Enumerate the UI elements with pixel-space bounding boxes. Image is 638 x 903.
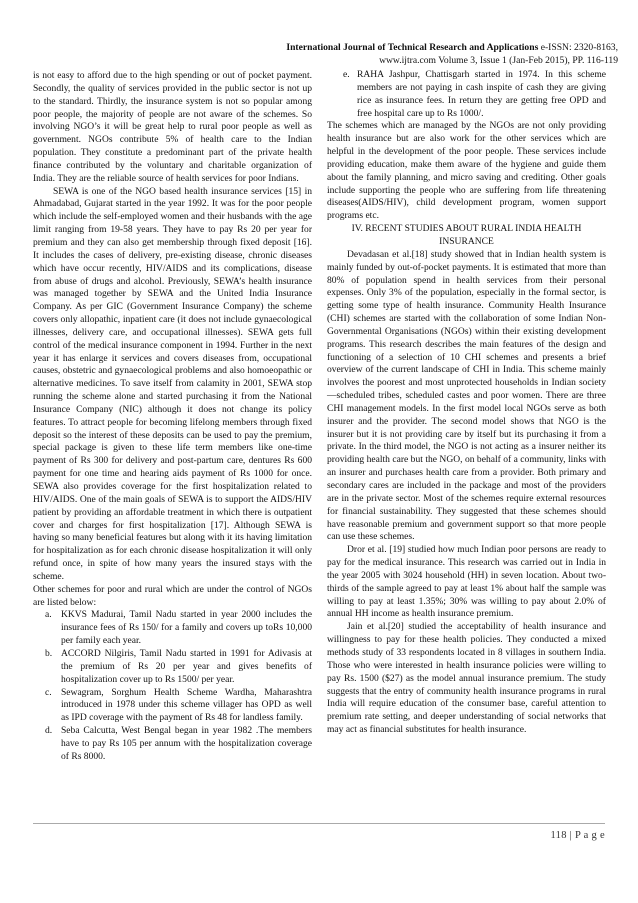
list-marker: b. (45, 647, 53, 659)
list-item (33, 648, 312, 687)
paragraph: is not easy to afford due to the high spending or out of pocket payment. Secondly, the quality of services provided in the public sector is not up to the standard. Thirdly, the insurance system is not so popular among poor people, the majority of people are not aware of the schemes. So involving NGO’s it will be great help to rural poor people as well as government. NGOs contribute 5% of health care to the Indian population. They constitute a predominant part of the private health finance contributed by the voluntary and charitable organization of India. They are the reliable source of health services for poor Indians. (33, 70, 312, 184)
paragraph-other-schemes: Other schemes for poor and rural which are under the control of NGOs are listed below: (33, 583, 312, 608)
paragraph-jain: Jain et al.[20] studied the acceptability of health insurance and willingness to pay for these health policies. They conducted a mixed methods study of 33 respondents located in 8 villages in southern India. Those who were interested in health insurance policies were willing to pay Rs. 1500 ($27) as the model annual insurance premium. The study suggests that the entry of community health insurance programs in rural India will require education of the consumer base, careful attention to premium rate setting, and deeper understanding of social networks that may act as financial substitutes for health insurance. (327, 621, 606, 736)
list-marker: d. (45, 725, 53, 737)
left-column (33, 70, 312, 764)
right-column (327, 69, 606, 737)
journal-title: International Journal of Technical Research and Applications (286, 42, 539, 53)
page-number: 118 | P a g e (550, 830, 605, 841)
paragraph-devadasan: Devadasan et al.[18] study showed that in Indian health system is mainly funded by out-of-pocket payments. It is estimated that more than 80% of population spend in health services from their personal expenses. Only 3% of the population, especially in the formal sector, is getting some type of health insurance. Community Health Insurance (CHI) schemes are started with the collaboration of some Indian Non-Governmental Organisations (NGOs) within their existing development programs. This research describes the main features of the design and functioning of a selection of 10 CHI schemes and presents a brief overview of the current landscape of CHI in India. This scheme mainly involves the poorest and most unprotected households in Indian society—scheduled tribes, scheduled castes and poor women. There are three CHI management models. In the first model local NGOs serve as both insurer and the provider. The second model shows that NGO is the insurer but it is not providing care by itself but its purchasing it from a private. In the third model, the NGO is not acting as a insurer neither its providing health care but the NGO, on behalf of a community, links with an insurer and purchases health care from a provider. Both primary and secondary cares are included in the package and most of the providers are in the private sector. Most of the schemes require external resources for financial sustainability. They suggested that these schemes should have reasonable premium and government support so that more people can use these schemes. (327, 248, 606, 543)
list-text: KKVS Madurai, Tamil Nadu started in year 2000 includes the insurance fees of Rs 150/ for a family and covers up toRs 10,000 per family each year. (61, 609, 312, 647)
list-text: Sewagram, Sorghum Health Scheme Wardha, Maharashtra introduced in 1978 under this scheme villager has OPD as well as IPD coverage with the payment of Rs 48 for landless family. (61, 686, 312, 724)
footer-divider (33, 823, 605, 824)
list-marker: c. (45, 686, 52, 698)
list-text: ACCORD Nilgiris, Tamil Nadu started in 1991 for Adivasis at the premium of Rs 20 per year and gives benefits of hospitalization cover up to Rs 1500/ per year. (61, 647, 312, 685)
paragraph-dror: Dror et al. [19] studied how much Indian poor persons are ready to pay for the medical insurance. This research was carried out in India in the year 2005 with 3024 household (HH) in seven location. About two-thirds of the sample agreed to pay at least 1% about half the sample was willing to pay at least 1.35%; 30% was willing to pay about 2.0% of annual HH income as health insurance premium. (327, 544, 606, 620)
header-line1 (98, 41, 618, 54)
section-heading: IV. RECENT STUDIES ABOUT RURAL INDIA HEALTH INSURANCE (351, 223, 582, 247)
paragraph-sewa: SEWA is one of the NGO based health insurance services [15] in Ahmadabad, Gujarat started in the year 1992. It was for the poor people which include the self-employed women and their husbands with the age limit ranging from 19-58 years. They have to pay Rs 20 per year for premium and they can also get membership through fixed deposit [16]. It includes the cases of delivery, pre-existing disease, chronic diseases which have occur recently, HIV/AIDS and its complications, disease from abuse of drugs and alcohol. Previously, SEWA’s health insurance was managed together by SEWA and the United India Insurance Company. As per GIC (Government Insurance Company) the scheme covers only allopathic, inpatient care (it does not include gynaecological illnesses, delivery care, and occupational illnesses). SEWA gets full control of the medical insurance component in 1994. Further in the next year it has enlarge it services and covers diseases from, occupational causes, obstetric and gynaecological problems and also homoeopathic or alternative medicines. To save itself from calamity in 2001, SEWA stop running the scheme alone and started purchasing it from the National Insurance Company (NIC) although it does not change its policy features. To attract people for becoming lifelong members through fixed deposit so the interest of these deposits can be used to pay the premium, special package is given to these life term members like one-time payment of Rs 300 for delivery and post-partum care, dentures Rs 600 payment for one time and hearing aids payment of Rs 1000 for once. SEWA also provides coverage for the first hospitalization related to HIV/AIDS. One of the main goals of SEWA is to support the AIDS/HIV patient by providing an affordable treatment in which there is outpatient cover and charges for first hospitalization [17]. Although SEWA is having so many beneficial features but along with it its having limitation for hospitalization as for each chronic disease hospitalization it will only refund once, in spite of how many years the insured stays with the scheme. (33, 185, 312, 582)
paragraph-ngo-services: The schemes which are managed by the NGOs are not only providing health insurance but are also work for the other services which are helpful in the development of the poor people. These services include providing education, make them aware of the hygiene and guide them about the family planning, and micro saving and crediting. Other goals include supporting the people who are suffering from life threatening diseases(AIDS/HIV), child development program, women support programs etc. (327, 120, 606, 222)
list-item (33, 725, 312, 764)
list-text: RAHA Jashpur, Chattisgarh started in 1974. In this scheme members are not paying in cash inspite of cash they are giving rice as insurance fees. In return they are getting free OPD and free hospital care up to Rs 1000/. (357, 69, 606, 119)
issn: e-ISSN: 2320-8163, (538, 42, 618, 53)
list-item (33, 609, 312, 648)
header-line2: www.ijtra.com Volume 3, Issue 1 (Jan-Feb 2015), PP. 116-119 (379, 55, 618, 66)
list-marker: e. (343, 69, 350, 80)
list-item (327, 69, 606, 120)
list-item (33, 687, 312, 726)
running-header (98, 41, 618, 67)
list-marker: a. (45, 609, 52, 621)
list-text: Seba Calcutta, West Bengal began in year 1982 .The members have to pay Rs 105 per annum with the hospitalization coverage of Rs 8000. (61, 725, 312, 762)
